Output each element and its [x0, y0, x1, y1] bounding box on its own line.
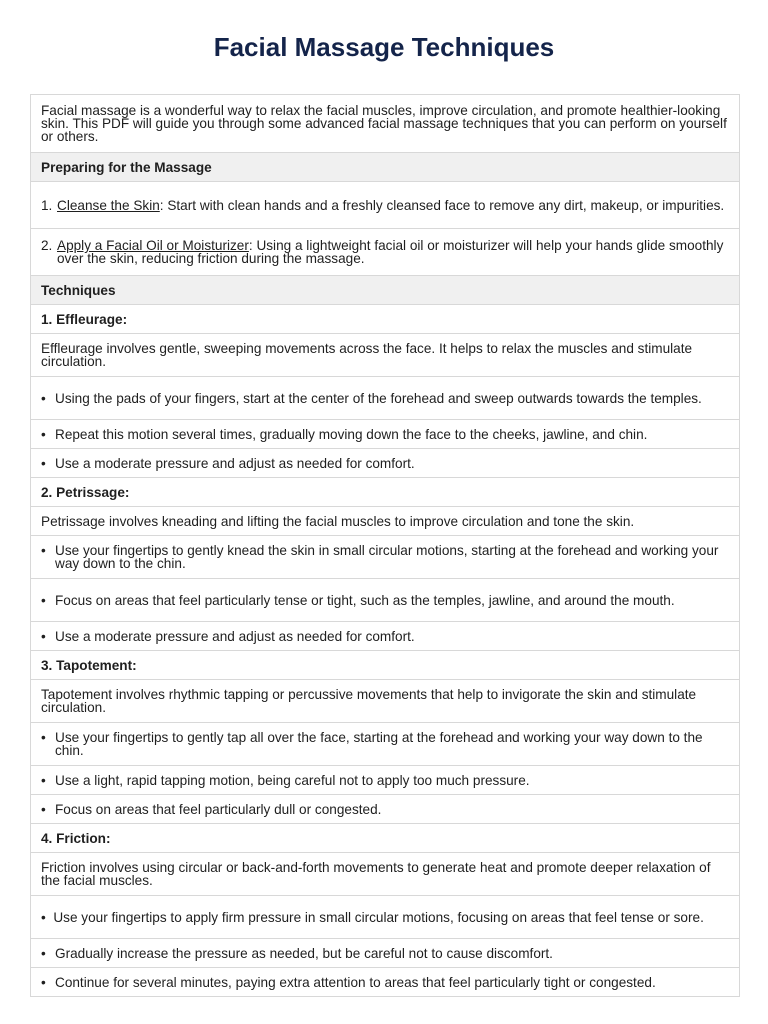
- techniques-header-row: [31, 275, 739, 304]
- technique-title: 1. Effleurage:: [41, 311, 128, 327]
- technique-description-row: [31, 506, 739, 535]
- technique-title-row: [31, 823, 739, 852]
- technique-description-row: [31, 333, 739, 376]
- step-number: 1.: [41, 197, 53, 213]
- bullet-icon: •: [41, 426, 46, 442]
- bullet-text: Focus on areas that feel particularly dull or congested.: [55, 801, 382, 817]
- bullet-row: [31, 376, 739, 419]
- technique-description: Effleurage involves gentle, sweeping movements across the face. It helps to relax the muscles and stimulate circulation.: [41, 341, 693, 369]
- technique-title: 4. Friction:: [41, 830, 111, 846]
- technique-title-row: [31, 650, 739, 679]
- bullet-text: Using the pads of your fingers, start at the center of the forehead and sweep outwards towards the temples.: [55, 390, 702, 406]
- bullet-row: [31, 578, 739, 621]
- preparing-header-row: [31, 152, 739, 181]
- step-description: : Start with clean hands and a freshly cleansed face to remove any dirt, makeup, or impurities.: [159, 197, 725, 213]
- step-row: [31, 228, 739, 275]
- bullet-text: Continue for several minutes, paying extra attention to areas that feel particularly tight or congested.: [55, 974, 656, 990]
- bullet-row: [31, 765, 739, 794]
- intro-text: Facial massage is a wonderful way to relax the facial muscles, improve circulation, and promote healthier-looking skin. This PDF will guide you through some advanced facial massage techniques that you can perform on yourself or others.: [41, 103, 727, 144]
- step-term: Apply a Facial Oil or Moisturizer: [57, 238, 249, 253]
- bullet-text: Use your fingertips to gently tap all over the face, starting at the forehead and working your way down to the chin.: [55, 730, 703, 758]
- step-description: : Using a lightweight facial oil or moisturizer will help your hands glide smoothly over the skin, reducing friction during the massage.: [57, 238, 724, 266]
- step-text: [57, 199, 724, 212]
- bullet-text: Focus on areas that feel particularly tense or tight, such as the temples, jawline, and around the mouth.: [55, 592, 675, 608]
- step-number: 2.: [41, 238, 53, 253]
- bullet-icon: •: [41, 390, 46, 406]
- bullet-text: Repeat this motion several times, gradually moving down the face to the cheeks, jawline, and chin.: [55, 426, 648, 442]
- technique-description: Tapotement involves rhythmic tapping or percussive movements that help to invigorate the skin and stimulate circulation.: [41, 687, 697, 715]
- section-heading: Techniques: [41, 282, 116, 298]
- bullet-icon: •: [41, 945, 46, 961]
- bullet-row: [31, 419, 739, 448]
- bullet-icon: •: [41, 801, 46, 817]
- technique-title: 3. Tapotement:: [41, 657, 137, 673]
- bullet-icon: •: [41, 543, 46, 558]
- technique-title-row: [31, 304, 739, 333]
- step-term: Cleanse the Skin: [57, 197, 160, 213]
- bullet-row: [31, 938, 739, 967]
- bullet-row: [31, 794, 739, 823]
- bullet-icon: •: [41, 974, 46, 990]
- bullet-icon: •: [41, 592, 46, 608]
- bullet-row: [31, 895, 739, 938]
- bullet-text: Use your fingertips to gently knead the skin in small circular motions, starting at the forehead and working your way down to the chin.: [55, 543, 719, 571]
- technique-title-row: [31, 477, 739, 506]
- content-table: [30, 94, 740, 997]
- intro-row: [31, 95, 739, 152]
- bullet-icon: •: [41, 909, 46, 925]
- bullet-row: [31, 967, 739, 996]
- bullet-text: Use a light, rapid tapping motion, being careful not to apply too much pressure.: [55, 772, 530, 788]
- bullet-row: [31, 535, 739, 578]
- bullet-icon: •: [41, 455, 46, 471]
- section-heading: Preparing for the Massage: [41, 159, 212, 175]
- technique-description: Petrissage involves kneading and lifting the facial muscles to improve circulation and tone the skin.: [41, 513, 635, 529]
- technique-title: 2. Petrissage:: [41, 484, 130, 500]
- technique-description-row: [31, 852, 739, 895]
- bullet-row: [31, 448, 739, 477]
- bullet-text: Use a moderate pressure and adjust as needed for comfort.: [55, 628, 415, 644]
- bullet-icon: •: [41, 772, 46, 788]
- step-text: [57, 239, 729, 265]
- bullet-icon: •: [41, 628, 46, 644]
- bullet-text: Use your fingertips to apply firm pressure in small circular motions, focusing on areas that feel tense or sore.: [53, 909, 704, 925]
- bullet-row: [31, 722, 739, 765]
- bullet-text: Use a moderate pressure and adjust as needed for comfort.: [55, 455, 415, 471]
- technique-description-row: [31, 679, 739, 722]
- bullet-row: [31, 621, 739, 650]
- step-row: [31, 181, 739, 228]
- page-title: Facial Massage Techniques: [213, 32, 555, 62]
- bullet-text: Gradually increase the pressure as needed, but be careful not to cause discomfort.: [55, 945, 553, 961]
- technique-description: Friction involves using circular or back-and-forth movements to generate heat and promote deeper relaxation of the facial muscles.: [41, 860, 711, 888]
- bullet-icon: •: [41, 730, 46, 745]
